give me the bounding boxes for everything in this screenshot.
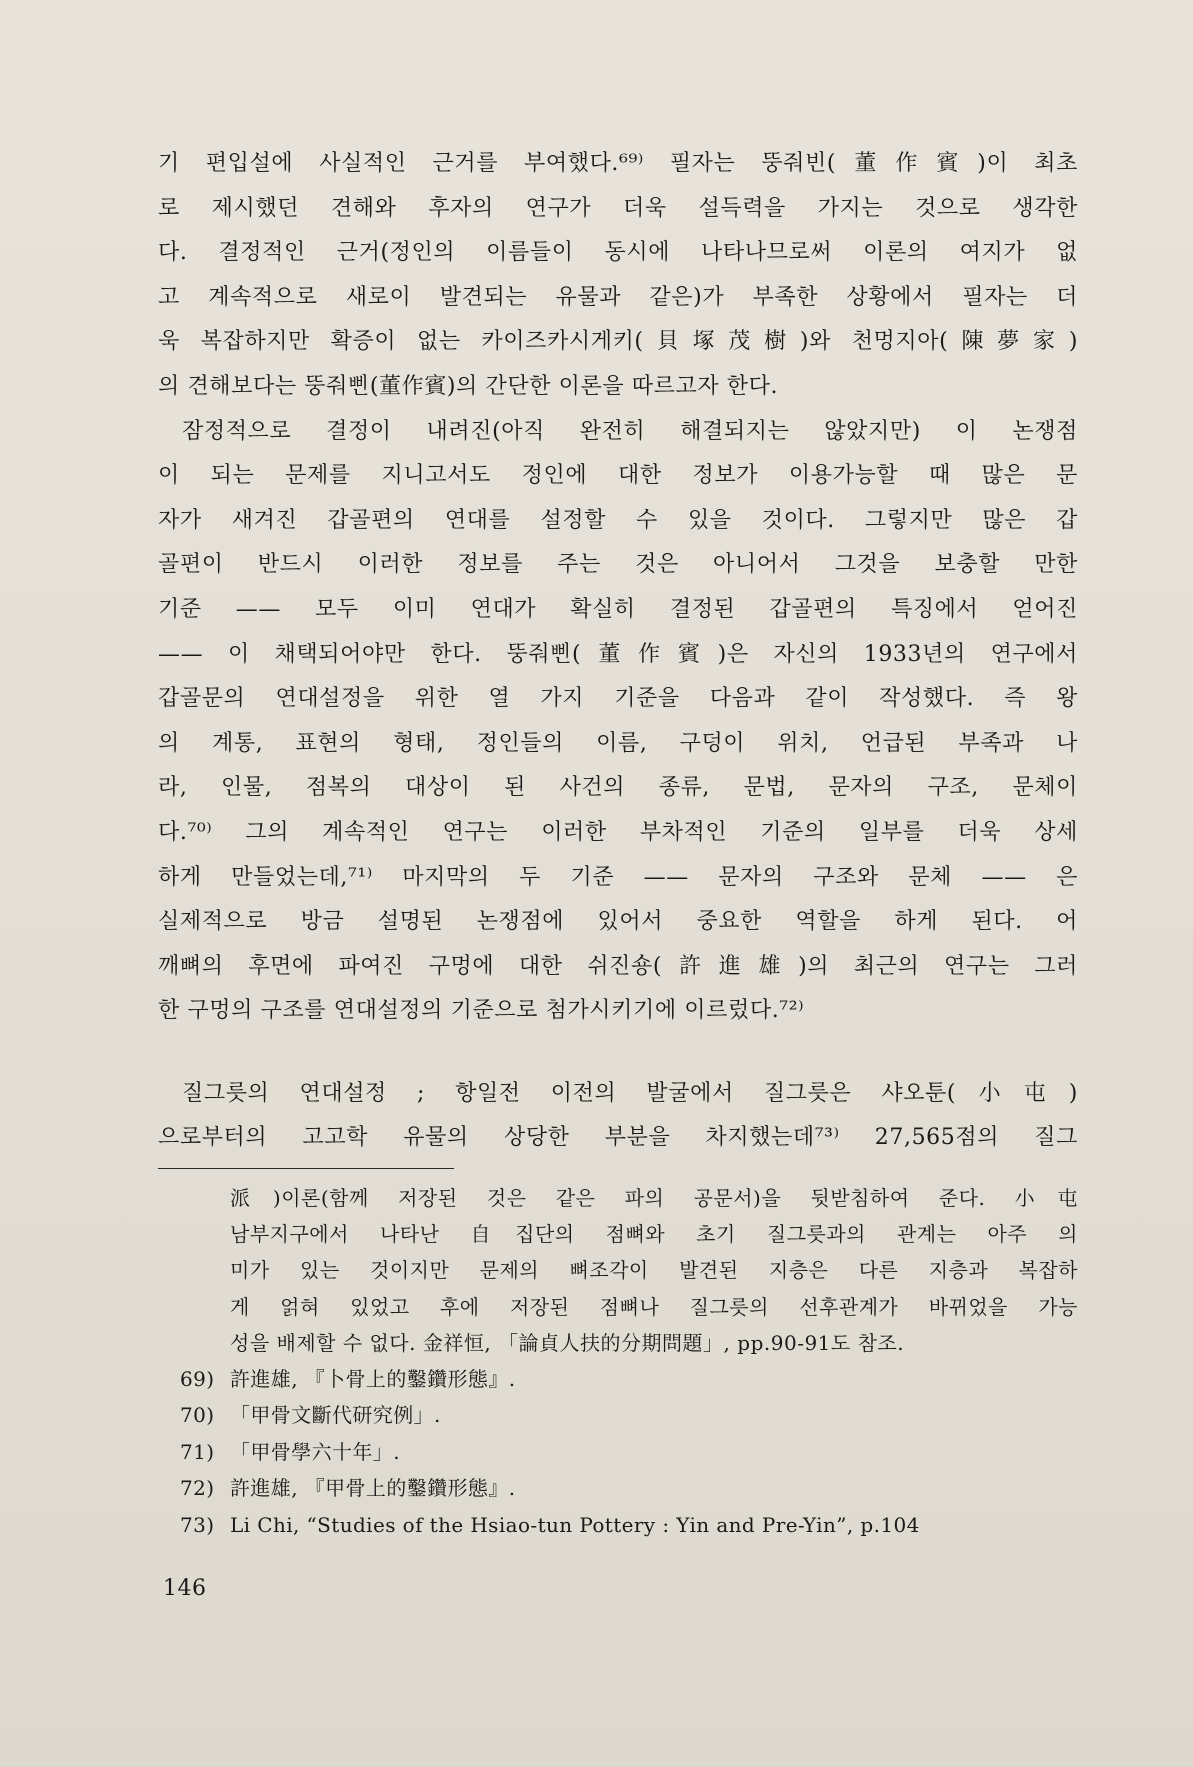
footnote-text: 許進雄, 『甲骨上的鑿鑽形態』. <box>230 1476 516 1501</box>
footnote-73 <box>180 1507 1078 1543</box>
page-number: 146 <box>163 1576 207 1601</box>
text-line: 의 계통, 표현의 형태, 정인들의 이름, 구덩이 위치, 언급된 부족과 나 <box>158 730 1078 756</box>
footnote-text: Li Chi, “Studies of the Hsiao-tun Pottery : Yin and Pre-Yin”, p.104 <box>230 1512 920 1537</box>
text-line: 자가 새겨진 갑골편의 연대를 설정할 수 있을 것이다. 그렇지만 많은 갑 <box>158 507 1078 533</box>
text-line: 이 되는 문제를 지니고서도 정인에 대한 정보가 이용가능할 때 많은 문 <box>158 463 1078 489</box>
text-line: 派)이론(함께 저장된 것은 같은 파의 공문서)을 뒷받침하여 준다. 小屯 <box>230 1186 1078 1210</box>
text-line: 라, 인물, 점복의 대상이 된 사건의 종류, 문법, 문자의 구조, 문체이 <box>158 775 1078 801</box>
text-line: 질그릇의 연대설정 ; 항일전 이전의 발굴에서 질그릇은 샤오툰(小屯) <box>182 1080 1078 1106</box>
text-line: 실제적으로 방금 설명된 논쟁점에 있어서 중요한 역할을 하게 된다. 어 <box>158 909 1078 935</box>
footnote-70 <box>180 1397 1078 1433</box>
text-line: 기준 —— 모두 이미 연대가 확실히 결정된 갑골편의 특징에서 얻어진 <box>158 596 1078 622</box>
main-text <box>158 142 1078 1161</box>
paragraph-1 <box>158 142 1078 410</box>
text-line: 갑골문의 연대설정을 위한 열 가지 기준을 다음과 같이 작성했다. 즉 왕 <box>158 686 1078 712</box>
text-line: 잠정적으로 결정이 내려진(아직 완전히 해결되지는 않았지만) 이 논쟁점 <box>182 418 1078 444</box>
text-line: 남부지구에서 나타난 自집단의 점뼈와 초기 질그릇과의 관계는 아주 의 <box>230 1222 1078 1247</box>
footnote-number: 69) <box>180 1367 215 1392</box>
text-line: 로 제시했던 견해와 후자의 연구가 더욱 설득력을 가지는 것으로 생각한 <box>158 195 1078 221</box>
text-line: 기 편입설에 사실적인 근거를 부여했다.⁶⁹⁾ 필자는 뚱줘빈(董作賓)이 최초 <box>158 151 1078 176</box>
paragraph-3 <box>158 1072 1078 1161</box>
text-line: 하게 만들었는데,⁷¹⁾ 마지막의 두 기준 —— 문자의 구조와 문체 —— 은 <box>158 864 1078 890</box>
paragraph-2 <box>158 410 1078 1034</box>
text-line: 욱 복잡하지만 확증이 없는 카이즈카시게키(貝塚茂樹)와 천멍지아(陳夢家) <box>158 329 1078 355</box>
footnotes <box>158 1180 1078 1543</box>
footnote-text: 「甲骨學六十年」. <box>230 1439 400 1464</box>
text-line: 으로부터의 고고학 유물의 상당한 부분을 차지했는데⁷³⁾ 27,565점의 질그 <box>158 1125 1078 1151</box>
footnote-number: 73) <box>180 1512 215 1537</box>
text-line: 깨뼈의 후면에 파여진 구멍에 대한 쉬진숑(許進雄)의 최근의 연구는 그러 <box>158 953 1078 979</box>
footnote-number: 72) <box>180 1476 215 1501</box>
footnote-72 <box>180 1470 1078 1506</box>
footnote-text: 「甲骨文斷代研究例」. <box>230 1403 441 1428</box>
footnote-number: 71) <box>180 1439 215 1464</box>
section-gap <box>158 1034 1078 1072</box>
footnote-continuation <box>230 1180 1078 1361</box>
footnote-71 <box>180 1434 1078 1470</box>
text-line: 다. 결정적인 근거(정인의 이름들이 동시에 나타나므로써 이론의 여지가 없 <box>158 240 1078 266</box>
text-line: 게 얽혀 있었고 후에 저장된 점뼈나 질그릇의 선후관계가 바뀌었을 가능 <box>230 1294 1078 1319</box>
text-line: 고 계속적으로 새로이 발견되는 유물과 같은)가 부족한 상황에서 필자는 더 <box>158 284 1078 310</box>
text-line: 미가 있는 것이지만 문제의 뼈조각이 발견된 지층은 다른 지층과 복잡하 <box>230 1258 1078 1283</box>
footnote-text: 許進雄, 『卜骨上的鑿鑽形態』. <box>230 1367 516 1392</box>
text-line: 성을 배제할 수 없다. 金祥恒, 「論貞人扶的分期問題」, pp.90-91도 참조. <box>230 1330 905 1355</box>
text-line: 다.⁷⁰⁾ 그의 계속적인 연구는 이러한 부차적인 기준의 일부를 더욱 상세 <box>158 819 1078 845</box>
footnote-number: 70) <box>180 1403 215 1428</box>
footnote-69 <box>180 1361 1078 1397</box>
text-line: 골편이 반드시 이러한 정보를 주는 것은 아니어서 그것을 보충할 만한 <box>158 552 1078 578</box>
text-line: —— 이 채택되어야만 한다. 뚱줘삔(董作賓)은 자신의 1933년의 연구에서 <box>158 641 1078 667</box>
text-line: 의 견해보다는 뚱줘삔(董作賓)의 간단한 이론을 따르고자 한다. <box>158 373 779 399</box>
text-line: 한 구멍의 구조를 연대설정의 기준으로 첨가시키기에 이르렀다.⁷²⁾ <box>158 998 805 1024</box>
footnote-rule <box>158 1168 454 1169</box>
